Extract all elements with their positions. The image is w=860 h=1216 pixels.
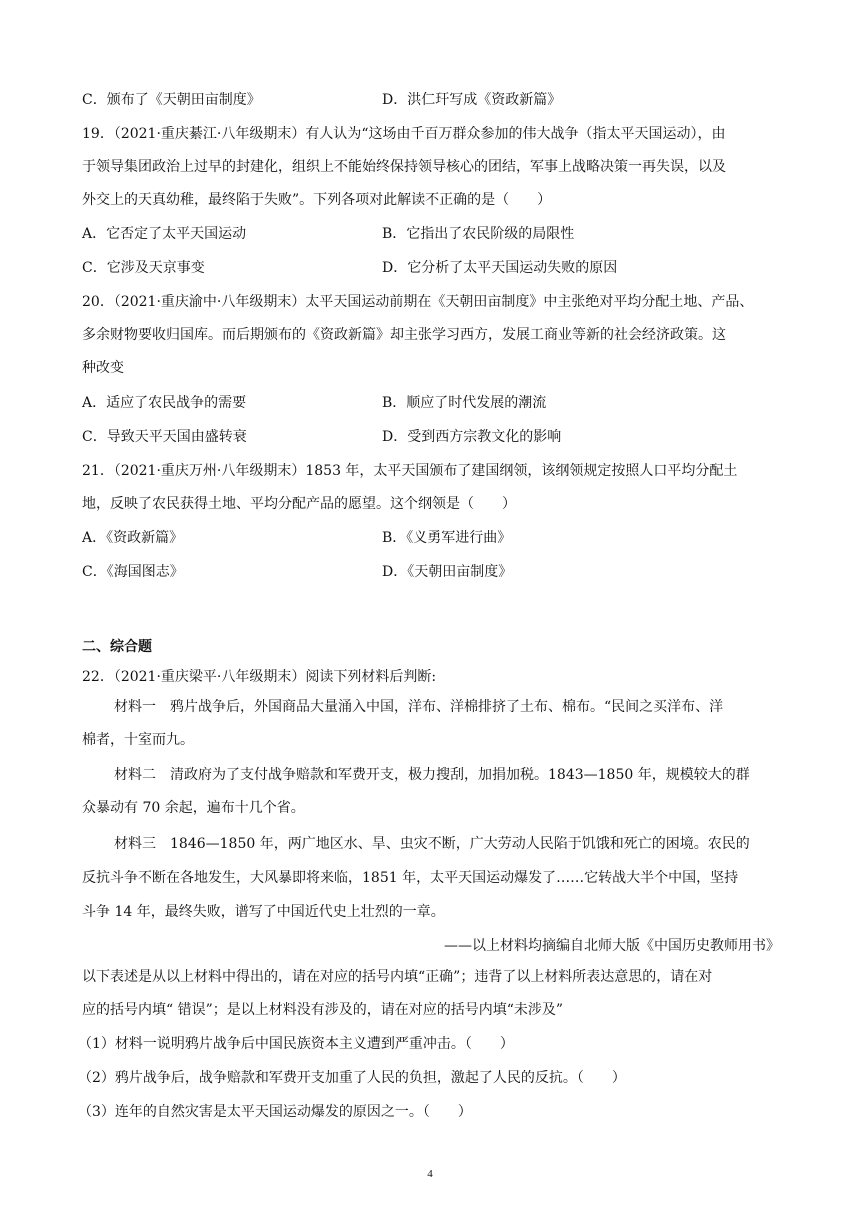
material-2-line-1: 材料二 清政府为了支付战争赔款和军费开支，极力搜刮，加捐加税。1843—1850 年，规模较大的群: [114, 767, 750, 783]
section-title: 二、综合题: [82, 639, 152, 655]
q22-material-1: [82, 697, 782, 763]
q22-material-2: [82, 765, 782, 831]
q19-option-c[interactable]: C．它涉及天京事变: [82, 260, 205, 276]
q19-stem-line-3: 外交上的天真幼稚，最终陷于失败”。下列各项对此解读不正确的是（ ）: [82, 192, 552, 208]
q18-option-d[interactable]: D．洪仁玕写成《资政新篇》: [382, 92, 562, 108]
page-number: 4: [427, 1168, 433, 1180]
q20-option-b[interactable]: B．顺应了时代发展的潮流: [382, 395, 547, 411]
material-source: ——以上材料均摘编自北师大版《中国历史教师用书》: [444, 938, 780, 954]
q22-instructions-line-2: 应的括号内填“ 错误”；是以上材料没有涉及的，请在对应的括号内填“未涉及”: [82, 1002, 564, 1018]
material-1-line-1: 材料一 鸦片战争后，外国商品大量涌入中国，洋布、洋棉排挤了土布、棉布。“民间之买洋布、洋: [114, 699, 724, 715]
q20-option-a[interactable]: A．适应了农民战争的需要: [82, 395, 247, 411]
q21-option-d[interactable]: D．《天朝田亩制度》: [382, 564, 513, 580]
q20-options-row-1: [82, 393, 782, 413]
q22-item-3[interactable]: （3）连年的自然灾害是太平天国运动爆发的原因之一。（ ）: [78, 1104, 472, 1120]
q18-options-row: [82, 90, 782, 110]
q19-option-a[interactable]: A．它否定了太平天国运动: [82, 226, 247, 242]
q19-option-d[interactable]: D．它分析了太平天国运动失败的原因: [382, 260, 618, 276]
q22-item-1[interactable]: （1）材料一说明鸦片战争后中国民族资本主义遭到严重冲击。（ ）: [78, 1036, 514, 1052]
q22-item-2[interactable]: （2）鸦片战争后，战争赔款和军费开支加重了人民的负担，激起了人民的反抗。（ ）: [78, 1070, 626, 1086]
q21-option-a[interactable]: A．《资政新篇》: [82, 530, 184, 546]
q20-options-row-2: [82, 427, 782, 447]
q21-stem-line-2: 地，反映了农民获得土地、平均分配产品的愿望。这个纲领是（ ）: [82, 496, 516, 512]
q19-options-row-2: [82, 258, 782, 278]
q20-option-d[interactable]: D．受到西方宗教文化的影响: [382, 429, 562, 445]
material-3-line-3: 斗争 14 年，最终失败，谱写了中国近代史上壮烈的一章。: [82, 904, 445, 920]
material-3-line-2: 反抗斗争不断在各地发生，大风暴即将来临，1851 年，太平天国运动爆发了……它转战大半个中国，坚持: [82, 870, 739, 886]
q22-instructions-line-1: 以下表述是从以上材料中得出的，请在对应的括号内填“正确”；违背了以上材料所表达意思的，请在对: [82, 969, 713, 985]
q18-option-c[interactable]: C．颁布了《天朝田亩制度》: [82, 92, 261, 108]
q19-stem-line-1: 19．（2021·重庆綦江·八年级期末）有人认为“这场由千百万群众参加的伟大战争（指太平天国运动），由: [82, 126, 726, 142]
q21-option-c[interactable]: C．《海国图志》: [82, 564, 184, 580]
q21-options-row-1: [82, 528, 782, 548]
q20-stem-line-2: 多余财物要收归国库。而后期颁布的《资政新篇》却主张学习西方，发展工商业等新的社会经济政策。这: [82, 327, 726, 343]
material-2-line-2: 众暴动有 70 余起，遍布十几个省。: [82, 800, 305, 816]
q20-stem-line-3: 种改变: [82, 360, 124, 376]
q22-material-3: [82, 834, 782, 936]
q19-options-row-1: [82, 224, 782, 244]
q19-stem-line-2: 于领导集团政治上过早的封建化，组织上不能始终保持领导核心的团结，军事上战略决策一再失误，以及: [82, 159, 726, 175]
q20-option-c[interactable]: C．导致天平天国由盛转衰: [82, 429, 247, 445]
q21-stem-line-1: 21．（2021·重庆万州·八年级期末）1853 年，太平天国颁布了建国纲领，该纲领规定按照人口平均分配土: [82, 463, 738, 479]
q22-intro: 22．（2021·重庆梁平·八年级期末）阅读下列材料后判断:: [82, 669, 437, 685]
material-3-line-1: 材料三 1846—1850 年，两广地区水、旱、虫灾不断，广大劳动人民陷于饥饿和死亡的困境。农民的: [114, 836, 750, 852]
q21-options-row-2: [82, 562, 782, 582]
q19-option-b[interactable]: B．它指出了农民阶级的局限性: [382, 226, 575, 242]
material-1-line-2: 棉者，十室而九。: [82, 732, 194, 748]
q21-option-b[interactable]: B．《义勇军进行曲》: [382, 530, 512, 546]
q20-stem-line-1: 20．（2021·重庆渝中·八年级期末）太平天国运动前期在《天朝田亩制度》中主张绝对平均分配土地、产品、: [82, 294, 754, 310]
